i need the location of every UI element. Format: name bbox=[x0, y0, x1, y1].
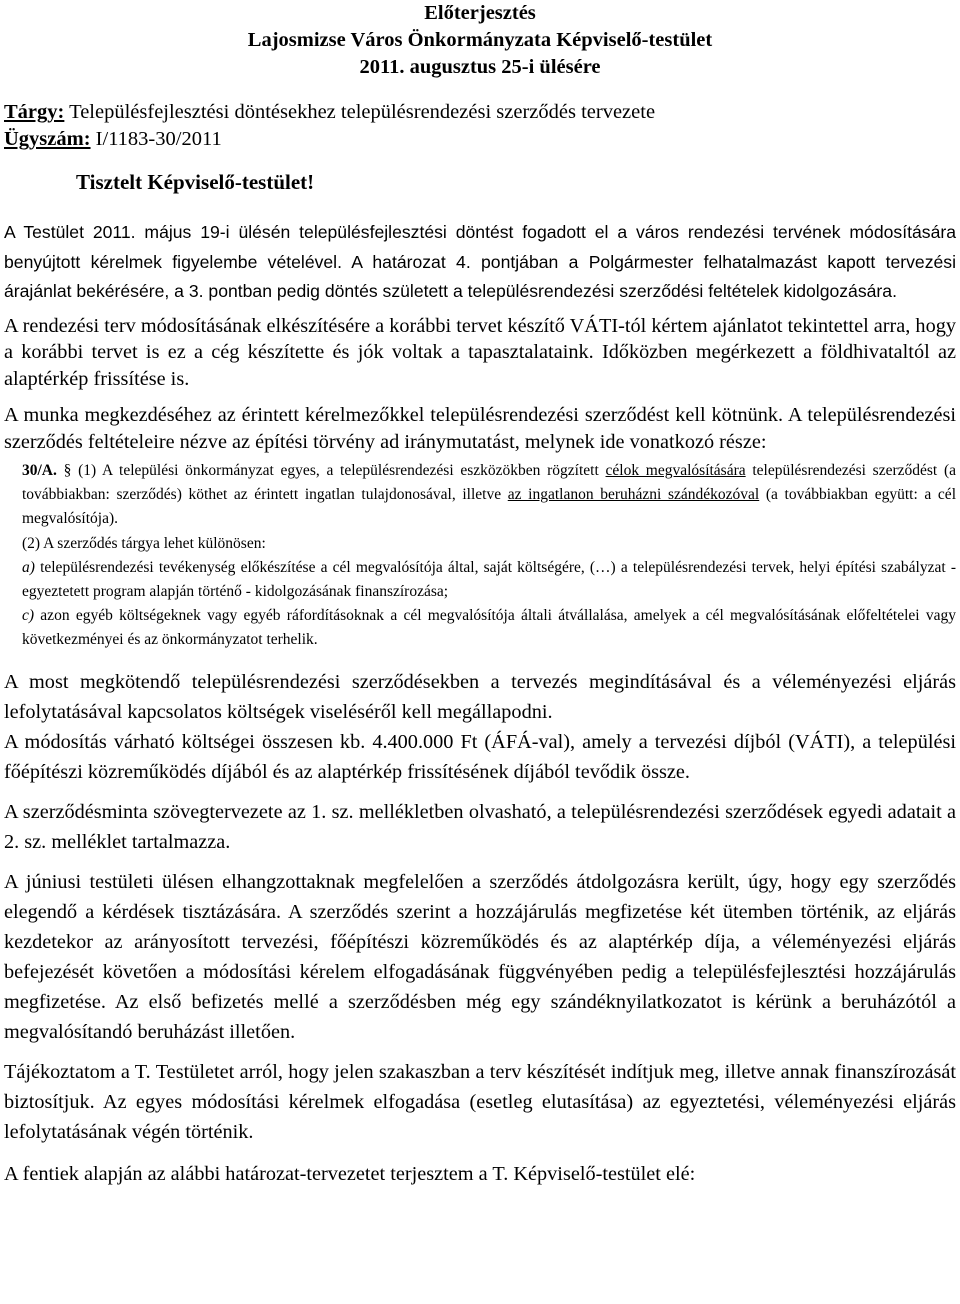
law-text-b: településrendezési szerződést (a továbbiakban: szerződés) köthet az érintett ingatlan tulajdonosával, illetve bbox=[22, 462, 956, 504]
case-number-line bbox=[4, 126, 956, 153]
case-number-text: I/1183-30/2011 bbox=[90, 128, 222, 150]
law-text-a: § (1) A települési önkormányzat egyes, a településrendezési eszközökben rögzített bbox=[56, 462, 606, 479]
law-item-a-text: településrendezési tevékenység előkészítése a cél megvalósítója által, saját költségére, (…) a településrendezési tervek, helyi építési szabályzat - egyeztetett program alapján történő - kidolgozásának finanszírozása; bbox=[22, 558, 956, 601]
paragraph-information: Tájékoztatom a T. Testületet arról, hogy jelen szakaszban a terv készítését indítjuk meg, illetve annak finanszírozását biztosítjuk. Az egyes módosítási kérelmek elfogadása (esetleg elutasítása) az egyeztetési, véleményezési eljárás lefolytatásának végén történik. bbox=[4, 1060, 956, 1143]
paragraph-contract-need: A munka megkezdéséhez az érintett kérelmezőkkel településrendezési szerződést kell kötnünk. A településrendezési szerződés feltételeire nézve az építési törvény ad iránymutatást, melynek ide vonatkozó része: bbox=[4, 404, 956, 453]
law-underlined-1: célok megvalósítására bbox=[605, 462, 746, 479]
paragraph-vati-offer: A rendezési terv módosításának elkészítésére a korábbi tervet készítő VÁTI-tól kértem ajánlatot tekintettel arra, hogy a korábbi tervet is ez a cég készítette és jók voltak a tapasztalataink. Időközben megérkezett a földhivataltól az alaptérkép frissítése is. bbox=[4, 314, 956, 390]
greeting: Tisztelt Képviselő-testület! bbox=[76, 170, 315, 194]
law-text-c: (a továbbiakban együtt: a cél megvalósítója). bbox=[22, 486, 956, 528]
subject-text: Településfejlesztési döntésekhez településrendezési szerződés tervezete bbox=[64, 101, 656, 123]
paragraph-costs-amount: A módosítás várható költségei összesen kb. 4.400.000 Ft (ÁFÁ-val), amely a tervezési díjból (VÁTI), a települési főépítészi közreműködés díjából és az alaptérkép frissítésének díjából tevődik össze. bbox=[4, 730, 956, 783]
paragraph-june-meeting: A júniusi testületi ülésen elhangzottaknak megfelelően a szerződés átdolgozásra került, úgy, hogy egy szerződés elegendő a kérdések tisztázására. A szerződés szerint a hozzájárulás megfizetése két ütemben történik, az eljárás kezdetekor az arányosított tervezési, főépítészi közreműködés és az alaptérkép díja, a véleményezési eljárás befejezését követően a módosítási kérelem elfogadásának függvényében pedig a településfejlesztési hozzájárulás megfizetése. Az első befizetés mellé a szerződésben még egy szándéknyilatkozatot is kérünk a beruházótól a megvalósítandó beruházást illetően. bbox=[4, 870, 956, 1043]
law-excerpt bbox=[4, 459, 956, 653]
header-title: Előterjesztés bbox=[424, 2, 536, 24]
law-section-2: (2) A szerződés tárgya lehet különösen: bbox=[22, 534, 266, 552]
header-body: Lajosmizse Város Önkormányzata Képviselő-testület bbox=[247, 29, 713, 51]
intro-paragraph: A Testület 2011. május 19-i ülésén településfejlesztési döntést fogadott el a város rendezési tervének módosítására benyújtott kérelmek figyelembe vételével. A határozat 4. pontjában a Polgármester felhatalmazást kapott tervezési árajánlat bekérésére, a 3. pontban pedig döntés született a településrendezési szerződési feltételek kidolgozására. bbox=[4, 222, 956, 301]
paragraph-contract-template: A szerződésminta szövegtervezete az 1. sz. mellékletben olvasható, a településrendezési szerződések egyedi adatait a 2. sz. melléklet tartalmazza. bbox=[4, 800, 956, 853]
case-number-label: Ügyszám: bbox=[4, 128, 91, 150]
law-item-c bbox=[4, 604, 956, 652]
law-section-label: 30/A. bbox=[22, 462, 57, 479]
law-item-a-label: a) bbox=[22, 558, 35, 576]
law-item-c-label: c) bbox=[22, 607, 35, 625]
paragraph-proposal: A fentiek alapján az alábbi határozat-tervezetet terjesztem a T. Képviselő-testület elé: bbox=[4, 1162, 696, 1185]
header-date: 2011. augusztus 25-i ülésére bbox=[359, 56, 601, 78]
law-item-a bbox=[4, 556, 956, 604]
subject-line bbox=[4, 99, 956, 126]
paragraph-costs-agreement: A most megkötendő településrendezési szerződésekben a tervezés megindításával és a véleményezési eljárás lefolytatásával kapcsolatos költségek viseléséről kell megállapodni. bbox=[4, 670, 956, 723]
law-item-c-text: azon egyéb költségeknek vagy egyéb ráfordításoknak a cél megvalósítója általi átvállalása, amelyek a cél megvalósításának előfeltételei vagy következményei és az önkormányzatot terhelik. bbox=[22, 607, 956, 649]
law-section-1 bbox=[4, 459, 956, 532]
subject-label: Tárgy: bbox=[4, 101, 65, 123]
subject-block bbox=[4, 99, 956, 153]
law-underlined-2: az ingatlanon beruházni szándékozóval bbox=[507, 486, 760, 504]
document-header bbox=[4, 0, 956, 81]
